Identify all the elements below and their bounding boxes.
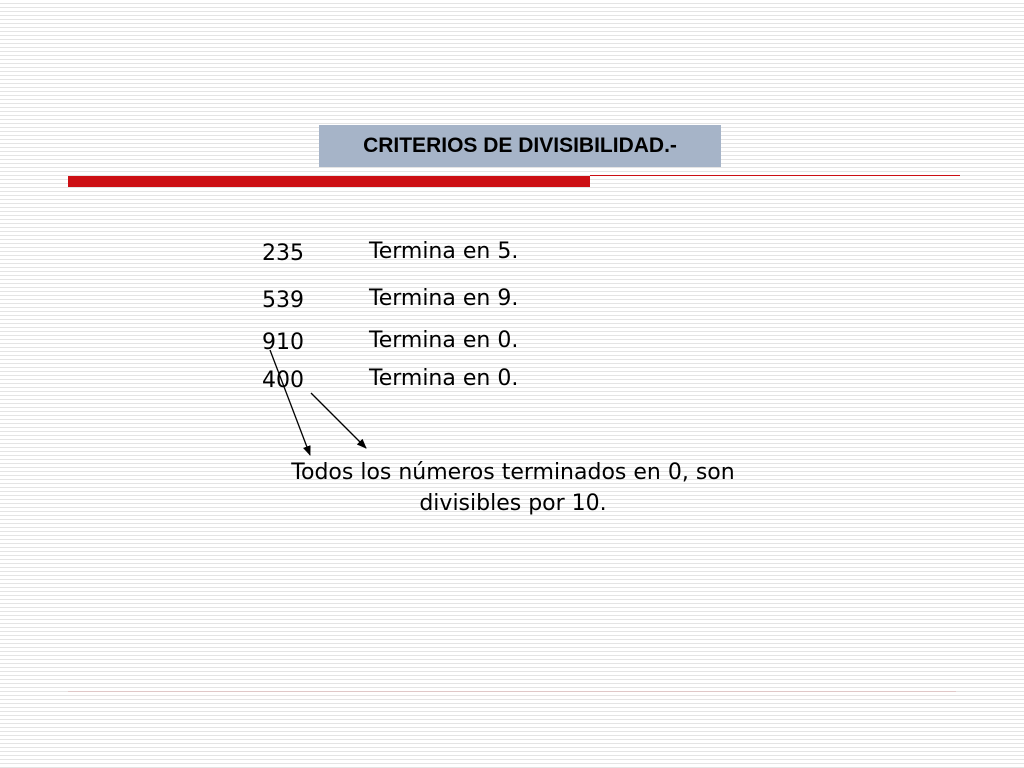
conclusion-text [240, 457, 786, 519]
description-539: Termina en 9. [369, 286, 519, 311]
conclusion-line-1: Todos los números terminados en 0, son [291, 460, 735, 485]
arrow-left [270, 350, 310, 455]
number-539: 539 [262, 288, 304, 313]
description-235: Termina en 5. [369, 239, 519, 264]
slide-title: CRITERIOS DE DIVISIBILIDAD.- [319, 125, 721, 167]
number-235: 235 [262, 241, 304, 266]
conclusion-line-2: divisibles por 10. [419, 491, 607, 516]
description-400: Termina en 0. [369, 366, 519, 391]
footer-divider [68, 691, 956, 692]
arrow-right [311, 393, 366, 448]
number-910: 910 [262, 330, 304, 355]
number-400: 400 [262, 368, 304, 393]
description-910: Termina en 0. [369, 328, 519, 353]
